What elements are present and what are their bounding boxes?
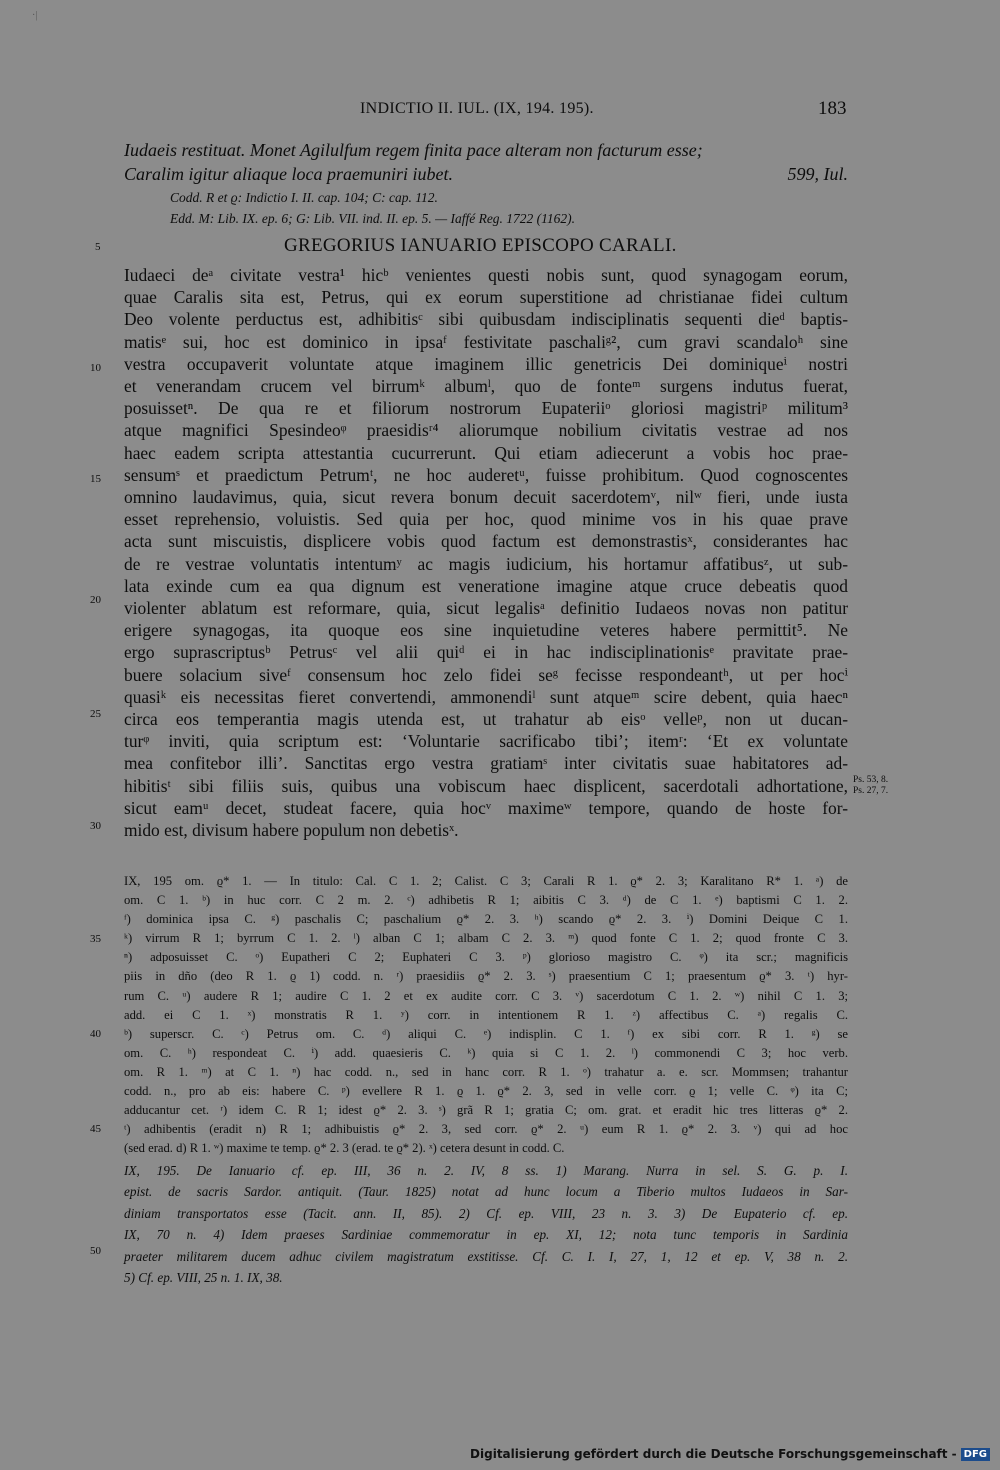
summary-date: 599, Iul. <box>787 164 848 184</box>
commentary-notes <box>124 1160 848 1288</box>
codices-editions <box>170 187 575 229</box>
line-number: 45 <box>90 1123 101 1135</box>
body-line: sicut eamᵘ decet, studeat facere, quia hocᵛ maximeʷ tempore, quando de hoste for- <box>124 797 848 818</box>
codices-line: Codd. R et ϱ: Indictio I. II. cap. 104; C: cap. 112. <box>170 190 438 205</box>
summary-line-1: Iudaeis restituat. Monet Agilulfum regem finita pace alteram non facturum esse; <box>124 140 703 160</box>
line-number: 5 <box>95 241 101 253</box>
body-line: mea confitebor illi’. Sanctitas ergo vestra gratiamˢ inter civitatis suae habitatores ad- <box>124 753 848 774</box>
body-line: et venerandam crucem vel birrumᵏ albumˡ, quo de fonteᵐ surgens indutus fuerat, <box>124 376 848 397</box>
psalm-reference-1: Ps. 53, 8. <box>853 775 889 785</box>
line-number: 30 <box>90 820 101 832</box>
summary-line-2-text: Caralim igitur aliaque loca praemuniri iubet. <box>124 164 453 184</box>
apparatus-line: ᶠ) dominica ipsa C. ᵍ) paschalis C; paschalium ϱ* 2. 3. ʰ) scando ϱ* 2. 3. ⁱ) Domini Deique C 1. <box>124 912 848 927</box>
body-line: erigere synagogas, ita quoque eos sine inquietudine veteres habere permittit⁵. Ne <box>124 620 848 641</box>
summary-line-2 <box>124 162 848 186</box>
funding-footer <box>470 1447 990 1461</box>
dfg-logo: DFG <box>961 1448 990 1461</box>
apparatus-line: om. C 1. ᵇ) in huc corr. C 2 m. 2. ᶜ) adhibetis R 1; aibitis C 3. ᵈ) de C 1. ᵉ) baptismi C 1. 2. <box>124 893 848 908</box>
body-line: buere solacium siveᶠ consensum hoc zelo fidei seᵍ fecisse respondeantʰ, ut per hocⁱ <box>124 664 848 685</box>
apparatus-line: ᵏ) virrum R 1; byrrum C 1. 2. ˡ) alban C 1; albam C 2. 3. ᵐ) quod fonte C 1. 2; quod fronte C 3. <box>124 931 848 946</box>
line-number: 20 <box>90 594 101 606</box>
apparatus-line: om. C. ʰ) respondeat C. ⁱ) add. quaesieris C. ᵏ) quia si C 1. 2. ˡ) commonendi C 3; hoc verb. <box>124 1045 848 1060</box>
page-number: 183 <box>818 98 847 119</box>
body-line: omnino laudavimus, quia, sicut revera bonum decuit sacerdotemᵛ, nilʷ fieri, unde iusta <box>124 487 848 508</box>
body-line: lata exinde cum ea qua dignum est veneratione imagine atque cruce debeatis quod <box>124 575 848 596</box>
apparatus-line: adducantur cet. ʳ) idem C. R 1; idest ϱ* 2. 3. ˢ) grã R 1; gratia C; om. grat. et eradit hic tres litteras ϱ* 2. <box>124 1103 848 1118</box>
line-number: 35 <box>90 933 101 945</box>
line-number: 50 <box>90 1245 101 1257</box>
apparatus-line: piis in dño (deo R 1. ϱ 1) codd. n. ʳ) praesidiis ϱ* 2. 3. ˢ) praesentium C 1; praesentum ϱ* 3. ᵗ) hyr- <box>124 969 848 984</box>
body-line: haec eadem scripta attestantia cucurrerunt. Qui etiam adiecerunt a vobis hoc prae- <box>124 442 848 463</box>
body-line: violenter ablatum est reformare, quia, sicut legalisᵃ definitio Iudaeos novas non patitur <box>124 598 848 619</box>
note-line: IX, 195. De Ianuario cf. ep. III, 36 n. 2. IV, 8 ss. 1) Marang. Nurra in sel. S. G. p. I. <box>124 1163 848 1178</box>
editions-line: Edd. M: Lib. IX. ep. 6; G: Lib. VII. ind. II. ep. 5. — Iaffé Reg. 1722 (1162). <box>170 211 576 226</box>
body-line: acta sunt miscuistis, displicere vobis quod factum est demonstrastisˣ, considerantes hac <box>124 531 848 552</box>
body-line: turᵠ inviti, quia scriptum est: ‘Voluntarie sacrificabo tibi’; itemʳ: ‘Et ex voluntate <box>124 731 848 752</box>
body-line: Deo volente perductus est, adhibitisᶜ sibi quibusdam indisciplinatis sequenti dieᵈ baptis- <box>124 309 848 330</box>
body-line: de re vestrae voluntatis intentumʸ ac magis iudicium, his hortamur affatibusᶻ, ut sub- <box>124 553 848 574</box>
scan-mark: ·| <box>32 10 38 21</box>
critical-apparatus <box>124 872 848 1158</box>
body-line: ergo suprascriptusᵇ Petrusᶜ vel alii quiᵈ ei in hac indisciplinationisᵉ pravitate prae- <box>124 642 848 663</box>
body-line: hibitisᵗ sibi filiis suis, quibus una vobiscum haec displicent, sacerdotali adhortatione, <box>124 775 848 796</box>
body-line: posuissetⁿ. De qua re et filiorum nostrorum Eupateriiᵒ gloriosi magistriᵖ militum³ <box>124 398 848 419</box>
body-line: mido est, divisum habere populum non debetisˣ. <box>124 820 459 841</box>
apparatus-line: (sed erad. d) R 1. ʷ) maxime te temp. ϱ* 2. 3 (erad. te ϱ* 2). ˣ) cetera desunt in codd. C. <box>124 1141 565 1156</box>
note-line: IX, 70 n. 4) Idem praeses Sardiniae commemoratur in ep. XI, 12; nota tunc temporis in Sardinia <box>124 1227 848 1243</box>
letter-summary <box>124 138 848 186</box>
body-line: Iudaeci deᵃ civitate vestra¹ hicᵇ venientes questi nobis sunt, quod synagogam eorum, <box>124 265 848 285</box>
apparatus-line: ⁿ) adposuisset C. ᵒ) Eupatheri C 2; Euphateri C 3. ᵖ) glorioso magistro C. ᵠ) ita scr.; magnificis <box>124 950 848 965</box>
body-line: atque magnifici Spesindeoᵠ praesidisʳ⁴ aliorumque nobilium civitatis vestrae ad nos <box>124 420 848 441</box>
apparatus-line: IX, 195 om. ϱ* 1. — In titulo: Cal. C 1. 2; Calist. C 3; Carali R 1. ϱ* 2. 3; Karalitano R* 1. ᵃ) de <box>124 874 848 888</box>
note-line: epist. de sacris Sardor. antiquit. (Taur. 1825) notat ad hunc locum a Tiberio multos Iudaeos in Sar- <box>124 1184 848 1200</box>
footer-text: Digitalisierung gefördert durch die Deutsche Forschungsgemeinschaft - <box>470 1447 957 1461</box>
line-number: 10 <box>90 362 101 374</box>
body-line: quae Caralis sita est, Petrus, qui ex eorum superstitione ad christianae fidei cultum <box>124 287 848 308</box>
line-number: 25 <box>90 708 101 720</box>
body-line: vestra occupaverit voluntate atque imaginem illic genetricis Dei dominiqueⁱ nostri <box>124 353 848 374</box>
apparatus-line: codd. n., pro ab eis: habere C. ᵖ) evellere R 1. ϱ 1. ϱ* 2. 3, sed in velle corr. ϱ 1; velle C. ᵠ) ita C; <box>124 1084 848 1099</box>
apparatus-line: om. R 1. ᵐ) at C 1. ⁿ) hac codd. n., sed in hanc corr. R 1. ᵒ) trahatur a. e. scr. Mommsen; trahantur <box>124 1064 848 1079</box>
psalm-reference <box>853 775 888 797</box>
body-line: esset reprehensio, voluistis. Sed quia per hoc, quod minime vos in his quae prave <box>124 509 848 530</box>
psalm-reference-2: Ps. 27, 7. <box>853 786 889 796</box>
body-line: quasiᵏ eis necessitas fieret convertendi, ammonendiˡ sunt atqueᵐ scire debent, quia haecⁿ <box>124 686 848 707</box>
line-number: 40 <box>90 1028 101 1040</box>
body-line: circa eos temperantia magis utenda est, ut trahatur ab eisᵒ velleᵖ, non ut ducan- <box>124 709 848 730</box>
apparatus-line: add. ei C 1. ˣ) monstratis R 1. ʸ) corr. in intentionem R 1. ᶻ) affectibus C. ᵃ) regalis C. <box>124 1007 848 1022</box>
letter-body <box>124 264 848 841</box>
apparatus-line: ᵇ) superscr. C. ᶜ) Petrus om. C. ᵈ) aliqui C. ᵉ) indisplin. C 1. ᶠ) ex sibi corr. R 1. ᵍ) se <box>124 1026 848 1041</box>
body-line: sensumˢ et praedictum Petrumᵗ, ne hoc auderetᵘ, fuisse prohibitum. Quod cognoscentes <box>124 464 848 485</box>
apparatus-line: ᵗ) adhibentis (eradit n) R 1; adhibuistis ϱ* 2. 3, sed corr. ϱ* 2. ᵘ) eum R 1. ϱ* 2. 3. ᵛ) qui ad hoc <box>124 1122 848 1137</box>
running-head: INDICTIO II. IUL. (IX, 194. 195). <box>360 100 594 117</box>
line-number: 15 <box>90 473 101 485</box>
note-line: praeter militarem ducem adhuc civilem magistratum exstitisse. Cf. C. I. I, 27, 1, 12 et ep. V, 38 n. 2. <box>124 1248 848 1264</box>
letter-title: GREGORIUS IANUARIO EPISCOPO CARALI. <box>284 235 677 256</box>
note-line: 5) Cf. ep. VIII, 25 n. 1. IX, 38. <box>124 1270 283 1286</box>
body-line: matisᵉ sui, hoc est dominico in ipsaᶠ festivitate paschaliᵍ², cum gravi scandaloʰ sine <box>124 331 848 352</box>
note-line: diniam transportatos esse (Tacit. ann. II, 85). 2) Cf. ep. VIII, 23 n. 3. 3) De Eupaterio cf. ep. <box>124 1205 848 1221</box>
apparatus-line: rum C. ᵘ) audere R 1; audire C 1. 2 et ex audite corr. C 3. ᵛ) sacerdotum C 1. 2. ʷ) nihil C 1. 3; <box>124 988 848 1003</box>
